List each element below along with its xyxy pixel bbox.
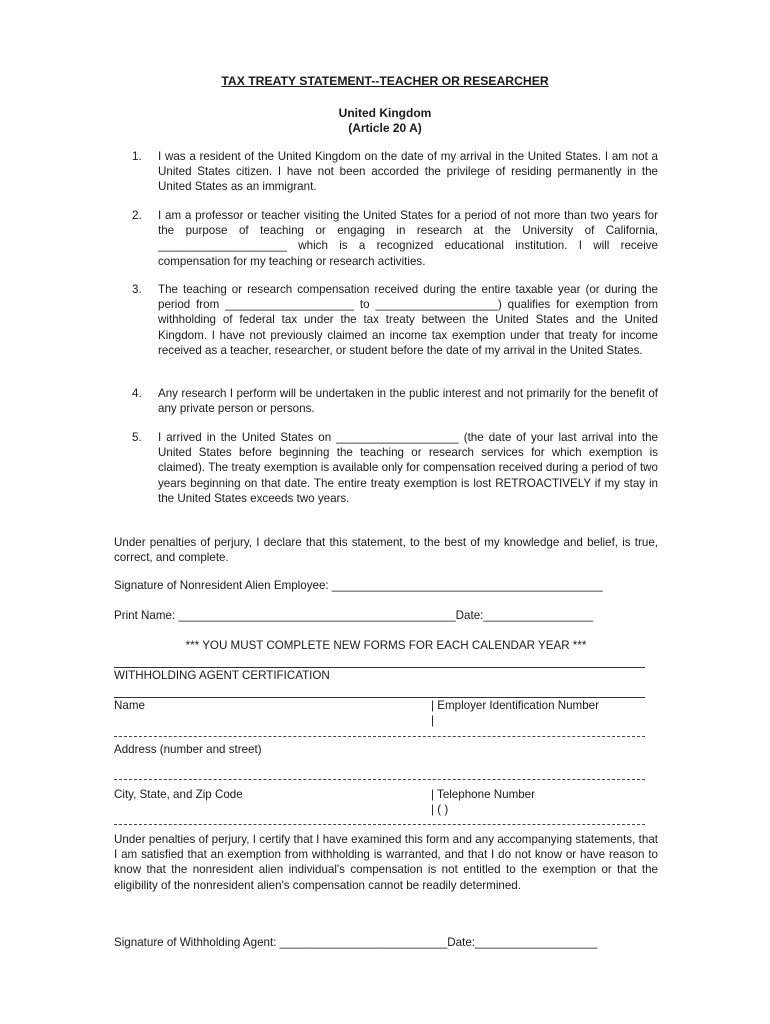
agent-signature-date-field[interactable]: Signature of Withholding Agent: __________________________Date:___________________ [114,936,598,949]
item-number: 1. [132,150,142,163]
address-field-label[interactable]: Address (number and street) [114,743,262,756]
agent-certification-heading: WITHHOLDING AGENT CERTIFICATION [114,669,330,682]
statement-item-1 [132,149,658,195]
print-name-date-field[interactable]: Print Name: ___________________________________________Date:_________________ [114,609,594,622]
item-number: 3. [132,283,142,296]
employee-signature-field[interactable]: Signature of Nonresident Alien Employee: __________________________________________ [114,579,603,592]
divider [114,667,645,668]
dashed-divider [114,779,645,780]
item-number: 4. [132,387,142,400]
form-title: TAX TREATY STATEMENT--TEACHER OR RESEARCHER [221,74,549,88]
statement-item-5 [132,430,658,506]
dashed-divider [114,824,645,825]
statement-item-3 [132,282,658,358]
article-heading: (Article 20 A) [348,121,422,135]
item-text: I am a professor or teacher visiting the United States for a period of not more than two years for the purpose of teaching or engaging in research at the University of California, ____________________ which is a recognized educational institution. I will receive compensation for my teaching or research activities. [158,209,658,268]
ein-field-bar: | [431,714,435,727]
agent-certification-text: Under penalties of perjury, I certify that I have examined this form and any accompanying statements, that I am satisfied that an exemption from withholding is warranted, and that I do not know or have reason to know that the nonresident alien individual's compensation is not entitled to the exemption or that the eligibility of the nonresident alien's compensation cannot be readily determined. [114,833,658,892]
telephone-area-code: | ( ) [431,803,449,816]
calendar-year-notice: *** YOU MUST COMPLETE NEW FORMS FOR EACH CALENDAR YEAR *** [185,639,587,652]
item-text: I was a resident of the United Kingdom on the date of my arrival in the United States. I am not a United States citizen. I have not been accorded the privilege of residing permanently in the United States as an immigrant. [158,150,658,194]
item-number: 5. [132,431,142,444]
item-text: The teaching or research compensation received during the entire taxable year (or during the period from ____________________ to ___________________) qualifies for exemption from withholding of federal tax under the tax treaty between the United States and the United Kingdom. I have not previously claimed an income tax exemption under that treaty for income received as a teacher, researcher, or student before the date of my arrival in the United States. [158,283,658,357]
item-text: Any research I perform will be undertaken in the public interest and not primarily for the benefit of any private person or persons. [158,387,658,416]
divider [114,697,645,698]
dashed-divider [114,736,645,737]
ein-field-label[interactable]: | Employer Identification Number [431,699,599,712]
item-number: 2. [132,209,142,222]
perjury-declaration: Under penalties of perjury, I declare that this statement, to the best of my knowledge and belief, is true, correct, and complete. [114,536,658,565]
item-text: I arrived in the United States on ___________________ (the date of your last arrival into the United States before beginning the teaching or research services for which exemption is claimed). The treaty exemption is available only for compensation received during a period of two years beginning on that date. The entire treaty exemption is lost RETROACTIVELY if my stay in the United States exceeds two years. [158,431,658,505]
city-state-zip-field-label[interactable]: City, State, and Zip Code [114,788,243,801]
country-heading: United Kingdom [338,106,432,120]
statement-item-2 [132,208,658,269]
name-field-label[interactable]: Name [114,699,145,712]
telephone-field-label[interactable]: | Telephone Number [431,788,535,801]
statement-item-4 [132,386,658,416]
